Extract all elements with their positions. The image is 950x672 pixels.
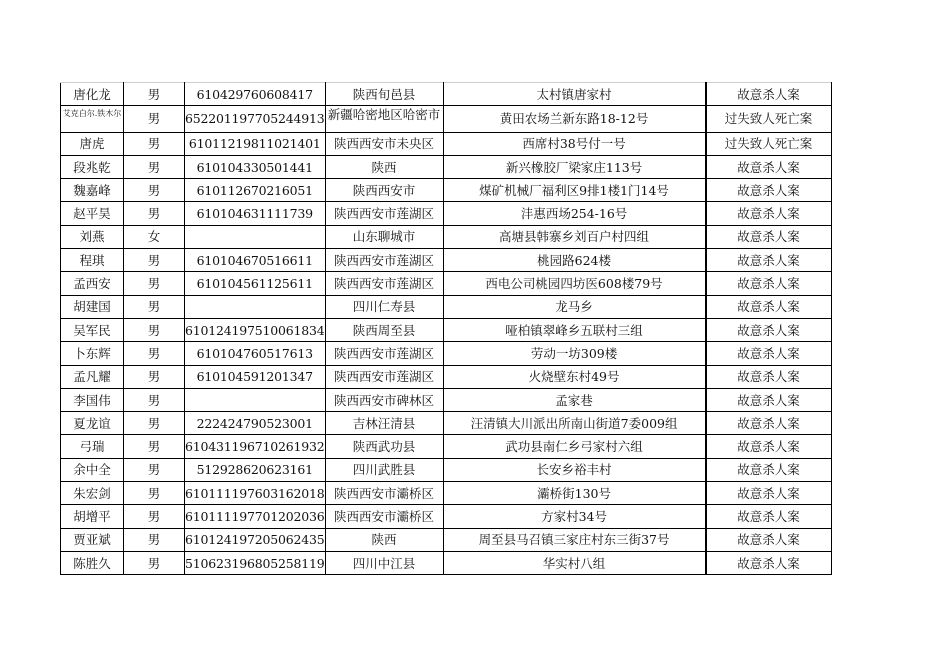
cell-id-number: 610104591201347	[185, 365, 326, 388]
cell-region: 陕西西安市莲湖区	[325, 342, 443, 365]
cell-case-type: 故意杀人案	[706, 179, 832, 202]
cell-region: 陕西西安市灞桥区	[325, 505, 443, 528]
table-row	[61, 83, 832, 106]
table-row	[61, 225, 832, 248]
cell-address: 新兴橡胶厂梁家庄113号	[443, 155, 706, 178]
cell-region: 陕西	[325, 155, 443, 178]
cell-name: 卜东辉	[61, 342, 124, 365]
table-row	[61, 295, 832, 318]
cell-name: 余中全	[61, 458, 124, 481]
table-row	[61, 106, 832, 132]
cell-sex: 男	[124, 342, 185, 365]
cell-region: 四川仁寿县	[325, 295, 443, 318]
cell-id-number: 610111197603162018	[185, 482, 326, 505]
cell-id-number: 610104760517613	[185, 342, 326, 365]
cell-name: 胡增平	[61, 505, 124, 528]
cell-sex: 男	[124, 179, 185, 202]
cell-sex: 男	[124, 83, 185, 106]
cell-name: 刘燕	[61, 225, 124, 248]
cell-case-type: 故意杀人案	[706, 249, 832, 272]
cell-name: 艾克白尔.铁木尔	[61, 106, 124, 132]
cell-address: 太村镇唐家村	[443, 83, 706, 106]
cell-name: 孟西安	[61, 272, 124, 295]
cell-case-type: 故意杀人案	[706, 342, 832, 365]
table-row	[61, 505, 832, 528]
cell-address: 龙马乡	[443, 295, 706, 318]
cell-address: 黄田农场兰新东路18-12号	[443, 106, 706, 132]
cell-sex: 男	[124, 551, 185, 574]
table-row	[61, 272, 832, 295]
cell-region: 陕西西安市	[325, 179, 443, 202]
cell-region: 陕西旬邑县	[325, 83, 443, 106]
cell-name: 弓瑞	[61, 435, 124, 458]
cell-case-type: 故意杀人案	[706, 83, 832, 106]
cell-id-number: 610111197701202036	[185, 505, 326, 528]
cell-case-type: 故意杀人案	[706, 318, 832, 341]
cell-id-number: 610104561125611	[185, 272, 326, 295]
table-row	[61, 155, 832, 178]
cell-address: 火烧壁东村49号	[443, 365, 706, 388]
cell-id-number: 510623196805258119	[185, 551, 326, 574]
cell-id-number	[185, 225, 326, 248]
cell-id-number: 610104631111739	[185, 202, 326, 225]
cell-sex: 男	[124, 435, 185, 458]
table-row	[61, 132, 832, 155]
cell-sex: 男	[124, 482, 185, 505]
cell-region: 陕西周至县	[325, 318, 443, 341]
cell-sex: 女	[124, 225, 185, 248]
cell-address: 劳动一坊309楼	[443, 342, 706, 365]
cell-sex: 男	[124, 132, 185, 155]
cell-address: 汪清镇大川派出所南山街道7委009组	[443, 412, 706, 435]
table-row	[61, 482, 832, 505]
cell-id-number: 610104670516611	[185, 249, 326, 272]
cell-id-number: 610124197510061834	[185, 318, 326, 341]
table-row	[61, 179, 832, 202]
cell-case-type: 故意杀人案	[706, 388, 832, 411]
table-row	[61, 202, 832, 225]
cell-case-type: 故意杀人案	[706, 202, 832, 225]
cell-address: 孟家巷	[443, 388, 706, 411]
cell-name: 段兆乾	[61, 155, 124, 178]
cell-id-number: 512928620623161	[185, 458, 326, 481]
cell-name: 赵平昊	[61, 202, 124, 225]
table-row	[61, 342, 832, 365]
cell-sex: 男	[124, 388, 185, 411]
cell-id-number: 610429760608417	[185, 83, 326, 106]
cell-case-type: 故意杀人案	[706, 155, 832, 178]
table-row	[61, 365, 832, 388]
cell-address: 西电公司桃园四坊医608楼79号	[443, 272, 706, 295]
cell-id-number: 652201197705244913	[185, 106, 326, 132]
table-row	[61, 318, 832, 341]
cell-region: 四川中江县	[325, 551, 443, 574]
cell-case-type: 故意杀人案	[706, 225, 832, 248]
cell-name: 夏龙谊	[61, 412, 124, 435]
cell-sex: 男	[124, 505, 185, 528]
cell-name: 胡建国	[61, 295, 124, 318]
cell-address: 周至县马召镇三家庄村东三街37号	[443, 528, 706, 551]
cell-sex: 男	[124, 106, 185, 132]
cell-case-type: 过失致人死亡案	[706, 132, 832, 155]
cell-region: 陕西西安市未央区	[325, 132, 443, 155]
cell-address: 桃园路624楼	[443, 249, 706, 272]
cell-name: 吴军民	[61, 318, 124, 341]
cell-sex: 男	[124, 202, 185, 225]
cell-case-type: 过失致人死亡案	[706, 106, 832, 132]
cell-sex: 男	[124, 318, 185, 341]
records-table-body	[61, 83, 832, 575]
cell-address: 武功县南仁乡弓家村六组	[443, 435, 706, 458]
cell-sex: 男	[124, 528, 185, 551]
cell-sex: 男	[124, 155, 185, 178]
cell-address: 方家村34号	[443, 505, 706, 528]
cell-region: 陕西西安市莲湖区	[325, 249, 443, 272]
cell-region: 陕西西安市碑林区	[325, 388, 443, 411]
cell-region: 陕西	[325, 528, 443, 551]
cell-id-number: 610104330501441	[185, 155, 326, 178]
cell-id-number: 222424790523001	[185, 412, 326, 435]
table-row	[61, 528, 832, 551]
cell-address: 煤矿机械厂福利区9排1楼1门14号	[443, 179, 706, 202]
cell-sex: 男	[124, 412, 185, 435]
cell-region: 吉林汪清县	[325, 412, 443, 435]
cell-case-type: 故意杀人案	[706, 482, 832, 505]
cell-sex: 男	[124, 365, 185, 388]
table-row	[61, 249, 832, 272]
cell-sex: 男	[124, 272, 185, 295]
cell-name: 唐化龙	[61, 83, 124, 106]
table-row	[61, 435, 832, 458]
cell-region: 陕西西安市莲湖区	[325, 272, 443, 295]
cell-address: 西席村38号付一号	[443, 132, 706, 155]
cell-region: 新疆哈密地区哈密市	[325, 106, 443, 132]
cell-case-type: 故意杀人案	[706, 458, 832, 481]
cell-id-number	[185, 388, 326, 411]
cell-id-number: 610112670216051	[185, 179, 326, 202]
cell-address: 灞桥街130号	[443, 482, 706, 505]
cell-address: 长安乡裕丰村	[443, 458, 706, 481]
cell-region: 陕西西安市莲湖区	[325, 202, 443, 225]
cell-name: 朱宏剑	[61, 482, 124, 505]
cell-case-type: 故意杀人案	[706, 272, 832, 295]
cell-name: 唐虎	[61, 132, 124, 155]
records-table	[60, 82, 832, 575]
cell-id-number	[185, 295, 326, 318]
cell-region: 四川武胜县	[325, 458, 443, 481]
cell-case-type: 故意杀人案	[706, 528, 832, 551]
cell-case-type: 故意杀人案	[706, 412, 832, 435]
cell-address: 华实村八组	[443, 551, 706, 574]
cell-address: 哑柏镇翠峰乡五联村三组	[443, 318, 706, 341]
cell-case-type: 故意杀人案	[706, 435, 832, 458]
cell-id-number: 610124197205062435	[185, 528, 326, 551]
cell-case-type: 故意杀人案	[706, 295, 832, 318]
cell-region: 陕西武功县	[325, 435, 443, 458]
cell-address: 沣惠西场254-16号	[443, 202, 706, 225]
cell-sex: 男	[124, 295, 185, 318]
table-row	[61, 388, 832, 411]
cell-name: 孟凡耀	[61, 365, 124, 388]
cell-name: 李国伟	[61, 388, 124, 411]
cell-name: 魏嘉峰	[61, 179, 124, 202]
cell-sex: 男	[124, 249, 185, 272]
cell-region: 陕西西安市灞桥区	[325, 482, 443, 505]
cell-id-number: 61011219811021401	[185, 132, 326, 155]
cell-id-number: 610431196710261932	[185, 435, 326, 458]
cell-name: 程琪	[61, 249, 124, 272]
cell-sex: 男	[124, 458, 185, 481]
cell-case-type: 故意杀人案	[706, 505, 832, 528]
cell-region: 山东聊城市	[325, 225, 443, 248]
table-row	[61, 412, 832, 435]
table-row	[61, 458, 832, 481]
cell-name: 陈胜久	[61, 551, 124, 574]
table-row	[61, 551, 832, 574]
cell-address: 高塘县韩寨乡刘百户村四组	[443, 225, 706, 248]
cell-region: 陕西西安市莲湖区	[325, 365, 443, 388]
cell-case-type: 故意杀人案	[706, 365, 832, 388]
cell-case-type: 故意杀人案	[706, 551, 832, 574]
cell-name: 贾亚斌	[61, 528, 124, 551]
